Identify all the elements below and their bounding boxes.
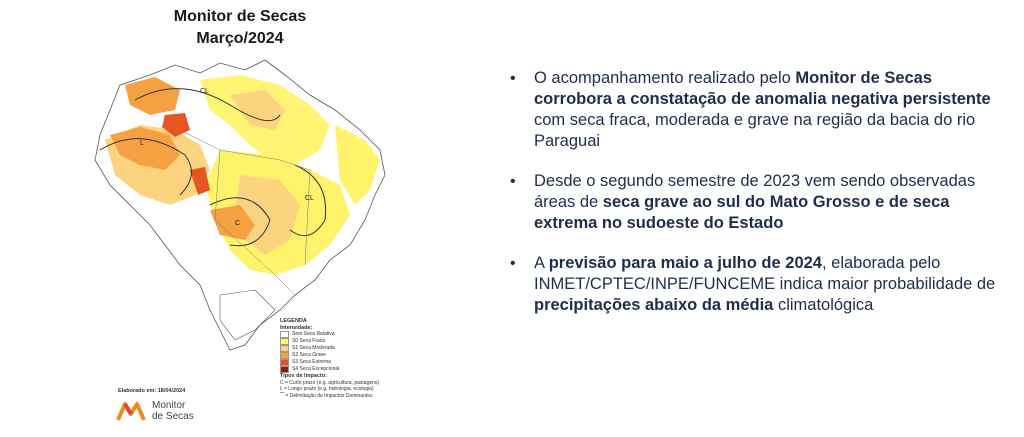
elaborado-date: Elaborado em: 18/04/2024 (118, 388, 186, 394)
legend-impact-heading: Tipos de Impacto: (280, 373, 327, 379)
legend-item: S3 Seca Extrema (280, 359, 430, 366)
bullet-item: • Desde o segundo semestre de 2023 vem sendo observadas áreas de seca grave ao sul do Mato Grosso e de seca extrema no sudoeste do Estado (510, 171, 1010, 234)
label-c-center: C (235, 220, 241, 227)
legend-impact-item: L = Longo prazo (e.g. hidrologia, ecologia) (280, 386, 374, 392)
legend-subheading: Intensidade: (280, 324, 313, 331)
monitor-de-secas-logo (116, 400, 194, 422)
legend-impact-item: C = Curto prazo (e.g. agricultura, pastagens) (280, 379, 380, 386)
label-cl-west: L (140, 140, 144, 147)
legend-item: S2 Seca Grave (280, 352, 430, 359)
map-legend (280, 318, 430, 399)
legend-item: Sem Seca Relativa (280, 331, 430, 338)
logo-line1: Monitor (152, 400, 186, 411)
map-title-line1: Monitor de Secas (173, 8, 307, 25)
legend-item: S1 Seca Moderada (280, 345, 430, 352)
map-title (140, 6, 340, 50)
bullet-list (510, 68, 1010, 335)
legend-impact-item: ⁀ = Delimitação de Impactos Dominantes (280, 392, 373, 399)
bullet-item: • A previsão para maio a julho de 2024, elaborada pelo INMET/CPTEC/INPE/FUNCEME indica maior probabilidade de precipitações abaixo da média climatológica (510, 253, 1010, 316)
legend-heading: LEGENDA (280, 318, 307, 324)
label-cl-east: CL (305, 195, 314, 202)
legend-item: S0 Seca Fraca (280, 338, 430, 345)
drought-map-panel (0, 0, 460, 437)
label-cl-north: CL (200, 88, 209, 95)
monitor-logo-icon (116, 400, 146, 422)
bullet-item: • O acompanhamento realizado pelo Monitor de Secas corrobora a constatação de anomalia negativa persistente com seca fraca, moderada e grave na região da bacia do rio Paraguai (510, 68, 1010, 152)
logo-line2: de Secas (152, 411, 194, 422)
map-title-line2: Março/2024 (196, 30, 284, 47)
legend-item: S4 Seca Excepcional (280, 366, 430, 373)
brazil-drought-map (80, 55, 400, 355)
